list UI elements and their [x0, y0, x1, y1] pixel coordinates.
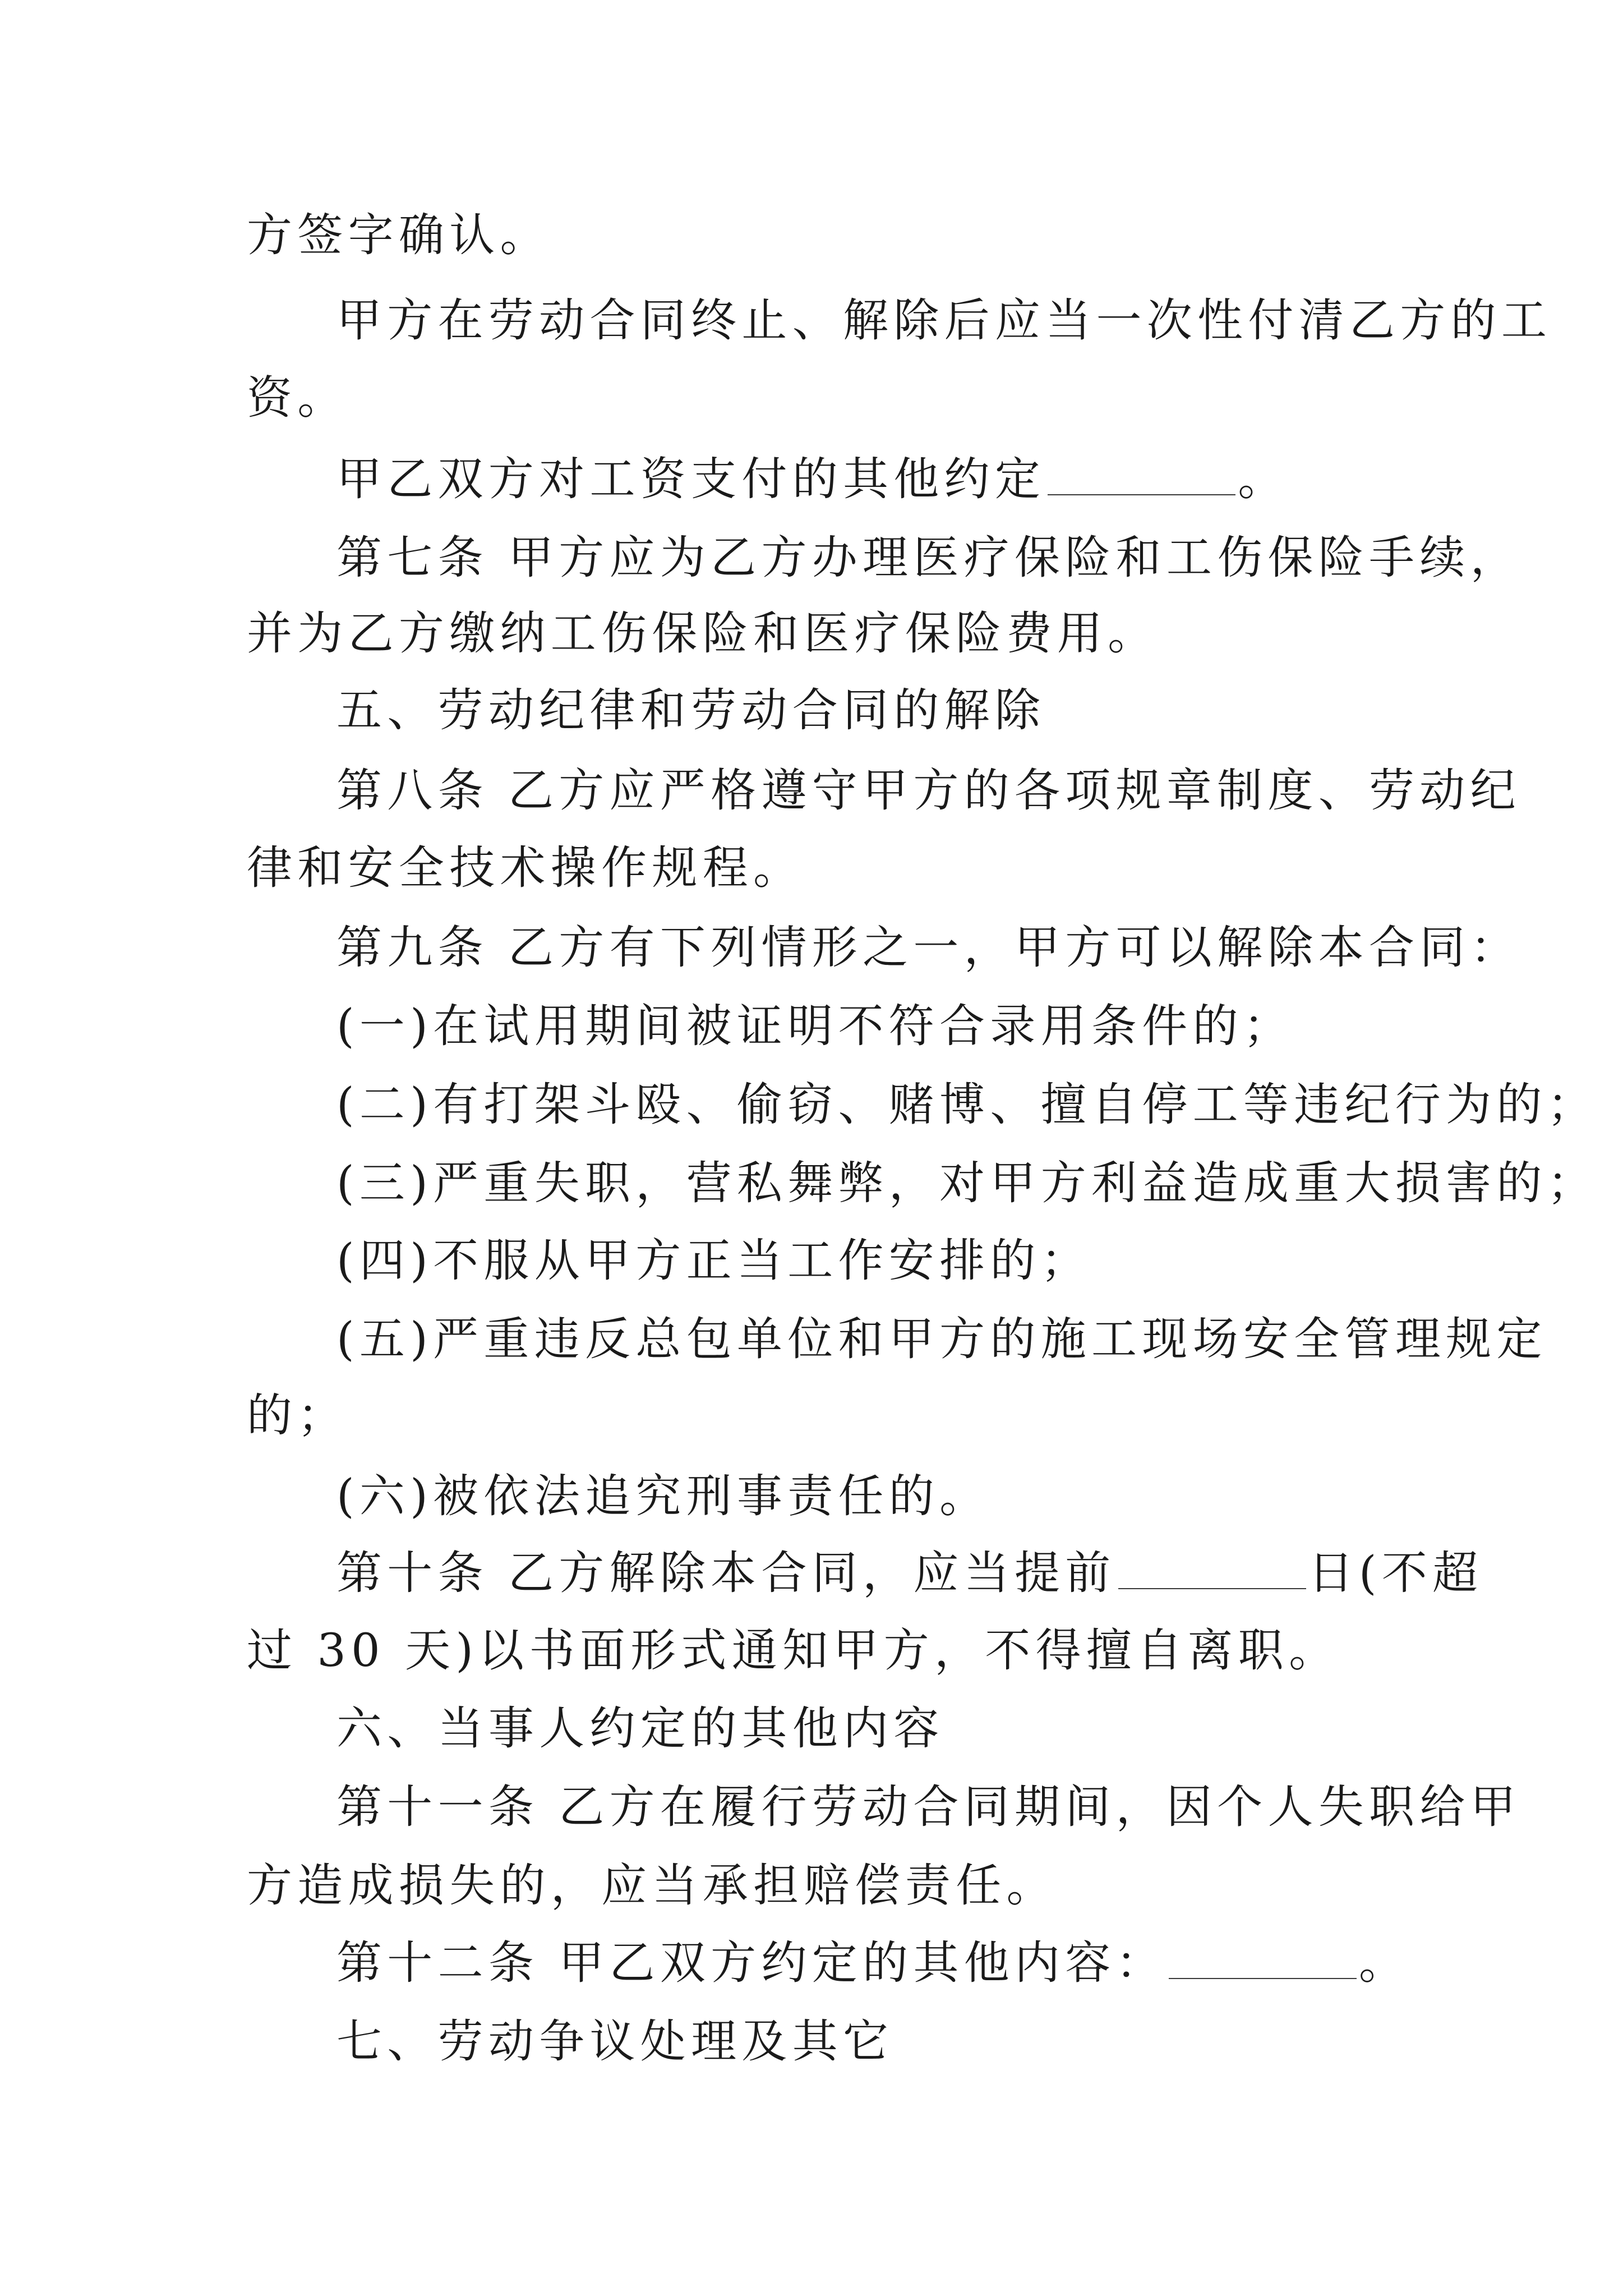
- line-text: 日(不超: [1308, 1547, 1483, 1600]
- paragraph-line: [336, 1930, 1409, 1997]
- paragraph-line: [336, 446, 1289, 513]
- paragraph-line: 第七条 甲方应为乙方办理医疗保险和工伤保险手续，: [336, 532, 1521, 585]
- section-heading: 五、劳动纪律和劳动合同的解除: [336, 684, 1046, 737]
- list-item: (二)有打架斗殴、偷窃、赌博、擅自停工等违纪行为的；: [336, 1079, 1598, 1131]
- paragraph-line: 第八条 乙方应严格遵守甲方的各项规章制度、劳动纪: [336, 765, 1521, 817]
- paragraph-line: 甲方在劳动合同终止、解除后应当一次性付清乙方的工: [336, 295, 1552, 347]
- paragraph-line: 资。: [247, 372, 348, 425]
- paragraph-line: 方造成损失的，应当承担赔偿责任。: [247, 1860, 1057, 1912]
- list-item: (六)被依法追究刑事责任的。: [336, 1470, 990, 1523]
- section-heading: 六、当事人约定的其他内容: [336, 1703, 944, 1755]
- fill-in-blank[interactable]: [1048, 446, 1235, 495]
- line-text: 甲乙双方对工资支付的其他约定: [336, 453, 1046, 506]
- line-text: 第十条 乙方解除本合同，应当提前: [336, 1547, 1116, 1600]
- list-item: (一)在试用期间被证明不符合录用条件的；: [336, 1000, 1294, 1053]
- list-item: (四)不服从甲方正当工作安排的；: [336, 1235, 1092, 1287]
- paragraph-line: 并为乙方缴纳工伤保险和医疗保险费用。: [247, 608, 1159, 660]
- fill-in-blank[interactable]: [1118, 1540, 1306, 1589]
- line-text: 。: [1238, 453, 1289, 506]
- paragraph-line: 第九条 乙方有下列情形之一，甲方可以解除本合同：: [336, 922, 1521, 974]
- paragraph-line: [336, 1540, 1483, 1607]
- paragraph-line: 方签字确认。: [247, 209, 551, 262]
- line-text: 第十二条 甲乙双方约定的其他内容：: [336, 1937, 1166, 1990]
- line-text: 。: [1358, 1937, 1410, 1990]
- fill-in-blank[interactable]: [1169, 1930, 1357, 1979]
- paragraph-line: 第十一条 乙方在履行劳动合同期间，因个人失职给甲: [336, 1781, 1521, 1834]
- paragraph-line: 律和安全技术操作规程。: [247, 842, 804, 895]
- section-heading: 七、劳动争议处理及其它: [336, 2016, 894, 2068]
- list-item: (五)严重违反总包单位和甲方的施工现场安全管理规定: [336, 1313, 1547, 1366]
- paragraph-line: 过 30 天)以书面形式通知甲方，不得擅自离职。: [247, 1625, 1340, 1677]
- list-item: (三)严重失职，营私舞弊，对甲方利益造成重大损害的；: [336, 1157, 1598, 1210]
- list-item: 的；: [247, 1389, 348, 1442]
